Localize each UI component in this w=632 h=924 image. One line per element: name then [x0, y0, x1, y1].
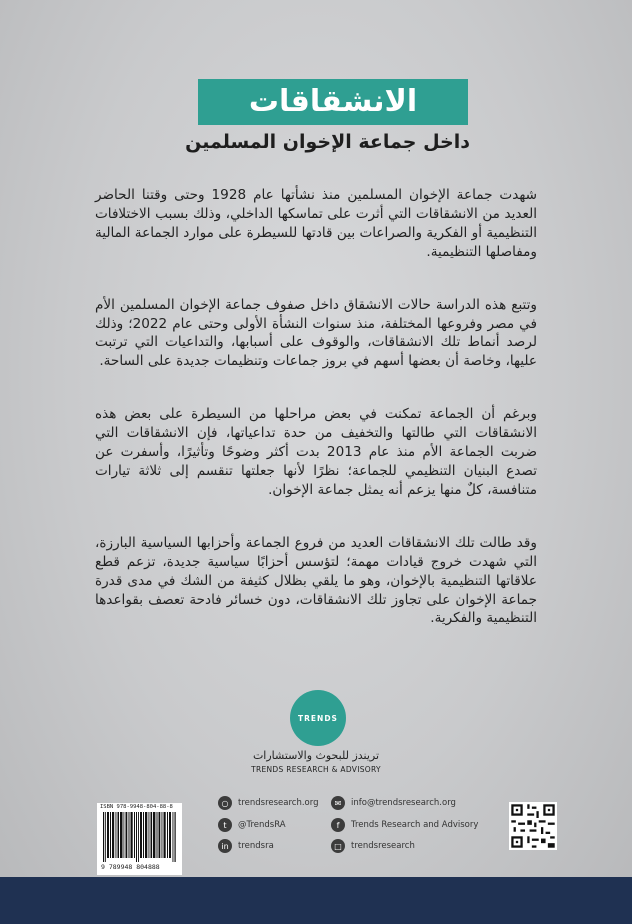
bottom-band — [0, 877, 632, 924]
linkedin-icon: in — [218, 839, 232, 853]
paragraph: وتتبع هذه الدراسة حالات الانشقاق داخل صفوف جماعة الإخوان المسلمين الأم في مصر وفروعها المختلفة، منذ سنوات النشأة الأولى وحتى عام 2022؛ وذلك لرصد أنماط تلك الانشقاقات، والوقوف على أسبابها، والتداعيات التي ترتبت عليها، وخاصة أن بعضها أسهم في بروز جماعات وتنظيمات جديدة على الساحة. — [95, 296, 537, 370]
contact-instagram[interactable] — [331, 839, 415, 853]
instagram-text: trendsresearch — [351, 841, 415, 851]
barcode-number: 9 789948 804888 — [101, 863, 160, 871]
paragraph: وبرغم أن الجماعة تمكنت في بعض مراحلها من السيطرة على بعض هذه الانشقاقات التي طالتها والتخفيف من حدة تداعياتها، فإن الانشقاقات التي ضربت الجماعة الأم منذ عام 2013 بدت أكثر وضوحًا وتأثيرًا، وأسفرت عن تصدع البنيان التنظيمي للجماعة؛ نظرًا لأنها جعلتها تنقسم إلى ثلاثة تيارات متنافسة، كلٌ منها يزعم أنه يمثل جماعة الإخوان. — [95, 406, 537, 498]
barcode-icon — [103, 812, 177, 862]
contact-facebook[interactable] — [331, 818, 478, 832]
twitter-text: @TrendsRA — [238, 820, 286, 830]
book-title: الانشقاقات — [248, 84, 418, 119]
qr-code-icon — [509, 802, 557, 850]
website-text: trendsresearch.org — [238, 798, 319, 808]
linkedin-text: trendsra — [238, 841, 274, 851]
email-text: info@trendsresearch.org — [351, 798, 456, 808]
trends-logo — [290, 690, 346, 746]
contact-linkedin[interactable] — [218, 839, 274, 853]
book-subtitle: داخل جماعة الإخوان المسلمين — [185, 131, 470, 153]
facebook-icon: f — [331, 818, 345, 832]
instagram-icon: □ — [331, 839, 345, 853]
isbn-label: ISBN 978-9948-804-88-8 — [100, 804, 173, 810]
paragraph: شهدت جماعة الإخوان المسلمين منذ نشأتها عام 1928 وحتى وقتنا الحاضر العديد من الانشقاقات التي أثرت على تماسكها الداخلي، وذلك بسبب الاختلافات التنظيمية أو الفكرية والصراعات بين قادتها للسيطرة على موارد الجماعة المالية ومفاصلها التنظيمية. — [95, 187, 538, 260]
paragraph: وقد طالت تلك الانشقاقات العديد من فروع الجماعة وأحزابها السياسية البارزة، التي شهدت خروج قيادات مهمة؛ لتؤسس أحزابًا سياسية جديدة، تزعم قطع علاقاتها التنظيمية بالإخوان، وهو ما يلقي بظلال كثيفة من الشك في مدى قدرة جماعة الإخوان على تجاوز تلك الانشقاقات، دون خسائر فادحة تعصف بقواعدها التنظيمية والفكرية. — [95, 534, 537, 627]
contact-website[interactable] — [218, 796, 319, 810]
twitter-icon: t — [218, 818, 232, 832]
logo-text: TRENDS — [298, 713, 338, 723]
email-icon: ✉ — [331, 796, 345, 810]
back-cover-text — [95, 186, 537, 662]
contact-email[interactable] — [331, 796, 456, 810]
contact-twitter[interactable] — [218, 818, 286, 832]
publisher-name-ar: تريندز للبحوث والاستشارات — [252, 749, 380, 762]
globe-icon: ○ — [218, 796, 232, 810]
facebook-text: Trends Research and Advisory — [351, 820, 479, 830]
publisher-name-en: TRENDS RESEARCH & ADVISORY — [251, 765, 381, 774]
